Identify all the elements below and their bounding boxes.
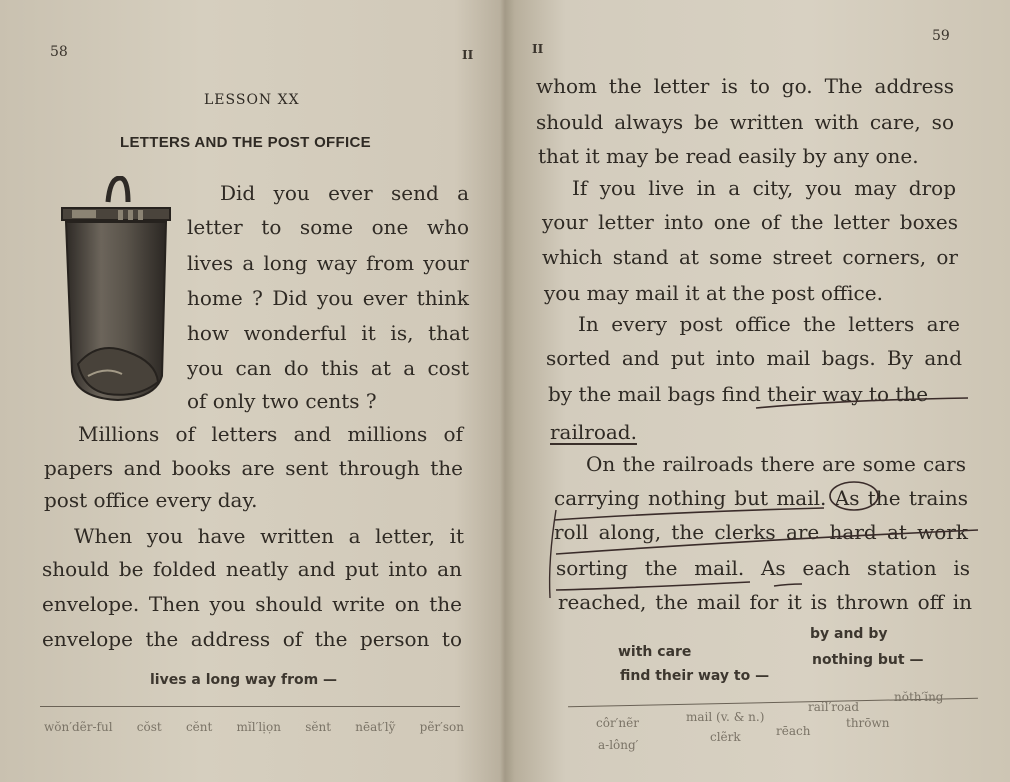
footer-rule — [40, 706, 460, 707]
text-line: Millions of letters and millions of — [78, 422, 463, 446]
mail-bag-illustration — [58, 176, 176, 406]
text-line: railroad. — [550, 420, 637, 444]
pronunciation-row — [44, 720, 464, 734]
text-line: should always be written with care, so — [536, 110, 954, 134]
text-line: envelope the address of the person to — [42, 627, 462, 651]
pronunciation-word: nŏth′ĭng — [894, 690, 944, 704]
text-line: When you have written a letter, it — [74, 524, 464, 548]
text-line: Did you ever send a — [220, 181, 469, 205]
page-number: 59 — [932, 28, 950, 44]
pencil-annotations — [512, 0, 1010, 782]
pronunciation-word: rail′road — [808, 700, 860, 714]
pronunciation-word: sĕnt — [305, 720, 332, 734]
text-line: If you live in a city, you may drop — [572, 176, 956, 200]
text-line: should be folded neatly and put into an — [42, 557, 462, 581]
pronunciation-word: cŏst — [136, 720, 162, 734]
text-line: papers and books are sent through the — [44, 456, 463, 480]
text-line: roll along, the clerks are hard at work — [554, 520, 968, 544]
text-line: home ? Did you ever think — [187, 286, 469, 310]
pronunciation-word: thrōwn — [846, 716, 890, 730]
text-line: carrying nothing but mail. As the trains — [554, 486, 968, 510]
pronunciation-word: nēat′lỹ — [355, 720, 396, 734]
section-mark: II — [462, 48, 474, 62]
right-page — [512, 0, 1010, 782]
text-line: you can do this at a cost — [187, 356, 469, 380]
text-line: On the railroads there are some cars — [586, 452, 966, 476]
phrase-drill: by and by — [810, 626, 888, 642]
page-number: 58 — [50, 44, 68, 60]
pronunciation-word: cĕnt — [185, 720, 213, 734]
text-line: In every post office the letters are — [578, 312, 960, 336]
pronunciation-word: wŏn′dẽr-ful — [44, 720, 113, 734]
text-line: sorting the mail. As each station is — [556, 556, 970, 580]
text-line: lives a long way from your — [187, 251, 469, 275]
text-line: letter to some one who — [187, 215, 469, 239]
lesson-number: LESSON XX — [204, 92, 300, 108]
text-line: envelope. Then you should write on the — [42, 592, 462, 616]
phrase-drill: find their way to — — [620, 668, 770, 684]
lesson-title: LETTERS AND THE POST OFFICE — [120, 134, 371, 151]
text-line: of only two cents ? — [187, 389, 377, 413]
phrase-drill: nothing but — — [812, 652, 924, 668]
text-line: sorted and put into mail bags. By and — [546, 346, 962, 370]
pronunciation-word: a-lông′ — [598, 738, 639, 752]
phrase-drill: lives a long way from — — [150, 672, 338, 688]
phrase-drill: with care — [618, 644, 692, 660]
text-line: reached, the mail for it is thrown off in — [558, 590, 972, 614]
pronunciation-word: mĭl′lịọn — [236, 720, 281, 734]
left-page — [0, 0, 500, 782]
text-line: how wonderful it is, that — [187, 321, 469, 345]
text-line: you may mail it at the post office. — [544, 281, 883, 305]
text-line: your letter into one of the letter boxes — [542, 210, 958, 234]
text-line: which stand at some street corners, or — [542, 245, 958, 269]
text-line: by the mail bags find their way to the — [548, 382, 929, 406]
pronunciation-word: mail (v. & n.) — [686, 710, 765, 724]
text-line: that it may be read easily by any one. — [538, 144, 919, 168]
pronunciation-word: clẽrk — [710, 730, 741, 744]
text-line: post office every day. — [44, 488, 258, 512]
text-line: whom the letter is to go. The address — [536, 74, 954, 98]
pronunciation-word: pẽr′son — [419, 720, 464, 734]
section-mark: II — [532, 42, 544, 56]
pronunciation-word: rēach — [776, 724, 811, 738]
pronunciation-word: côr′nẽr — [596, 716, 639, 730]
